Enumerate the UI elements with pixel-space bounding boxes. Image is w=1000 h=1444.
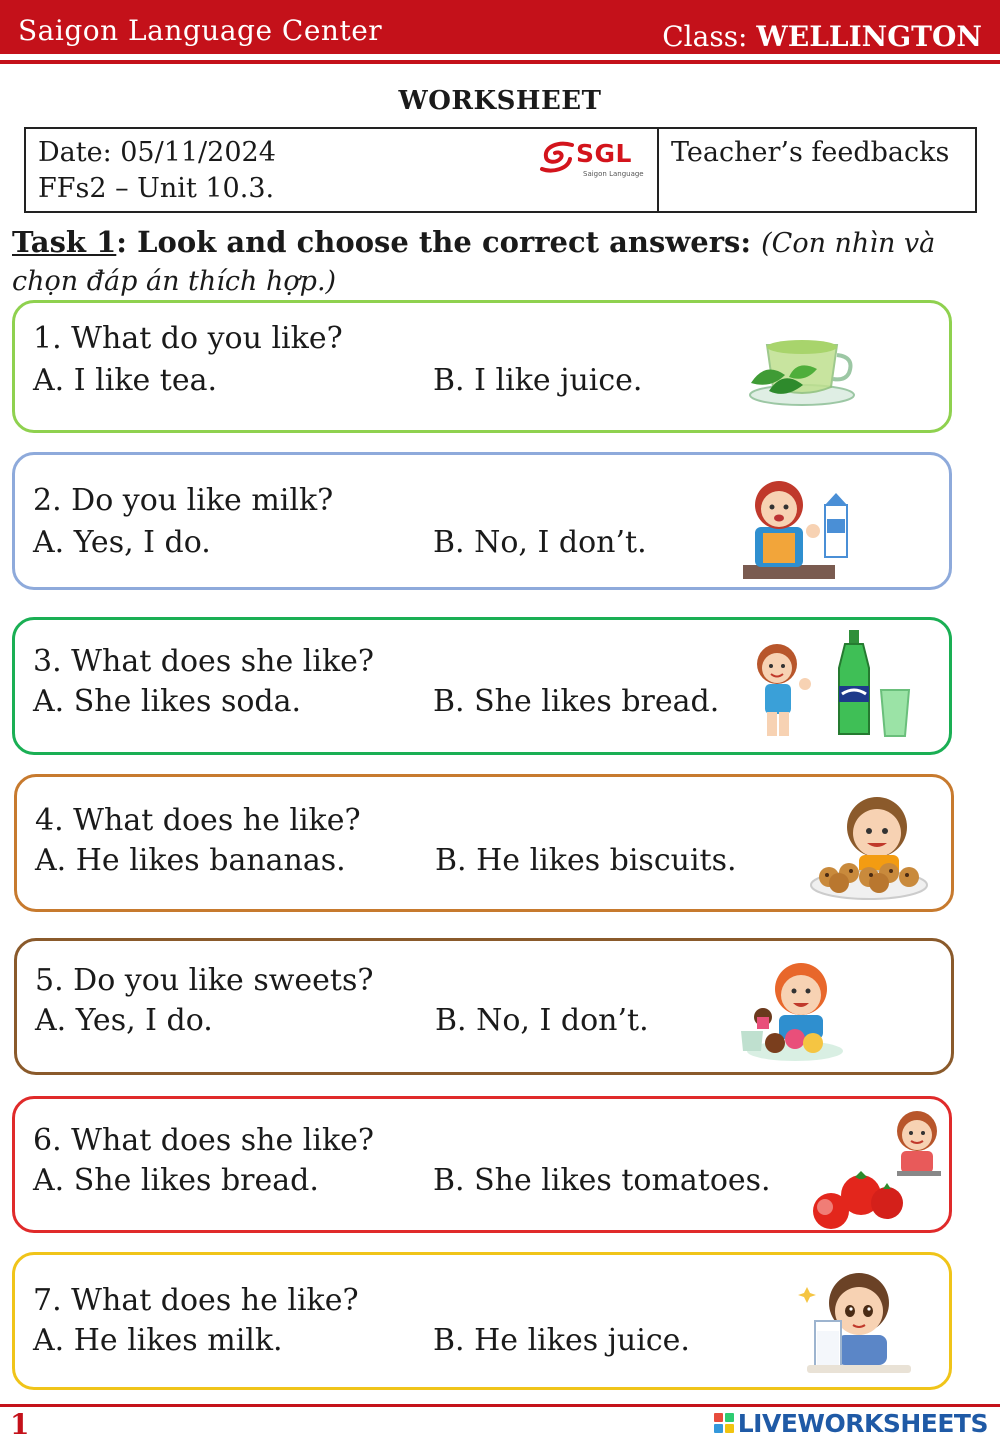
class-name: WELLINGTON [756, 20, 982, 53]
option-a[interactable]: A. She likes soda. [33, 684, 302, 719]
question-card-7 [12, 1252, 952, 1390]
option-a[interactable]: A. Yes, I do. [35, 1003, 213, 1038]
option-a[interactable]: A. She likes bread. [33, 1163, 319, 1198]
girl-with-soda-bottle-icon [745, 624, 925, 742]
liveworksheets-brand: LIVEWORKSHEETS [737, 1408, 988, 1438]
boy-eating-sweets-icon [735, 959, 847, 1069]
info-table [24, 127, 977, 213]
question-card-5 [14, 938, 954, 1075]
option-a[interactable]: A. I like tea. [33, 363, 218, 398]
question-card-2 [12, 452, 952, 590]
question-text: 4. What does he like? [35, 803, 361, 838]
task-note: (Con nhìn và chọn đáp án thích hợp.) [12, 228, 936, 297]
option-a[interactable]: A. He likes milk. [33, 1323, 283, 1358]
boy-with-biscuits-icon [809, 787, 933, 905]
info-divider [657, 129, 659, 211]
header-rule [0, 60, 1000, 64]
option-a[interactable]: A. Yes, I do. [33, 525, 211, 560]
page-number: 1 [10, 1408, 30, 1441]
option-b[interactable]: B. I like juice. [433, 363, 643, 398]
option-b[interactable]: B. No, I don’t. [435, 1003, 649, 1038]
girl-and-tomatoes-icon [805, 1107, 955, 1233]
question-text: 5. Do you like sweets? [35, 963, 374, 998]
question-text: 2. Do you like milk? [33, 483, 334, 518]
question-card-6 [12, 1096, 952, 1233]
task-instruction [12, 224, 982, 300]
question-text: 3. What does she like? [33, 644, 374, 679]
liveworksheets-grid-icon [714, 1413, 734, 1433]
liveworksheets-logo[interactable] [714, 1406, 988, 1440]
teacher-feedback-label: Teacher’s feedbacks [671, 137, 950, 168]
question-text: 7. What does he like? [33, 1283, 359, 1318]
class-label: Class: [662, 20, 757, 53]
question-card-4 [14, 774, 954, 912]
question-text: 1. What do you like? [33, 321, 343, 356]
option-b[interactable]: B. She likes bread. [433, 684, 720, 719]
sgl-logo-subtext: Saigon Language [583, 170, 644, 178]
class-info [662, 20, 982, 53]
option-b[interactable]: B. She likes tomatoes. [433, 1163, 771, 1198]
sgl-swirl-icon [538, 139, 578, 175]
worksheet-title: WORKSHEET [398, 86, 602, 116]
option-b[interactable]: B. He likes biscuits. [435, 843, 737, 878]
unit-text: FFs2 – Unit 10.3. [38, 173, 275, 204]
option-b[interactable]: B. No, I don’t. [433, 525, 647, 560]
school-name: Saigon Language Center [18, 14, 383, 47]
boy-with-milk-glass-icon [797, 1267, 915, 1379]
question-card-3 [12, 617, 952, 755]
date-text: Date: 05/11/2024 [38, 137, 276, 168]
girl-disliking-milk-icon [741, 469, 866, 584]
task-label: Task 1 [12, 225, 117, 259]
sgl-logo [538, 139, 644, 178]
question-card-1 [12, 300, 952, 433]
task-instruction-text: : Look and choose the correct answers: [116, 225, 762, 259]
option-a[interactable]: A. He likes bananas. [35, 843, 346, 878]
green-tea-cup-icon [745, 325, 860, 410]
option-b[interactable]: B. He likes juice. [433, 1323, 690, 1358]
sgl-logo-text: SGL [576, 139, 632, 168]
question-text: 6. What does she like? [33, 1123, 374, 1158]
